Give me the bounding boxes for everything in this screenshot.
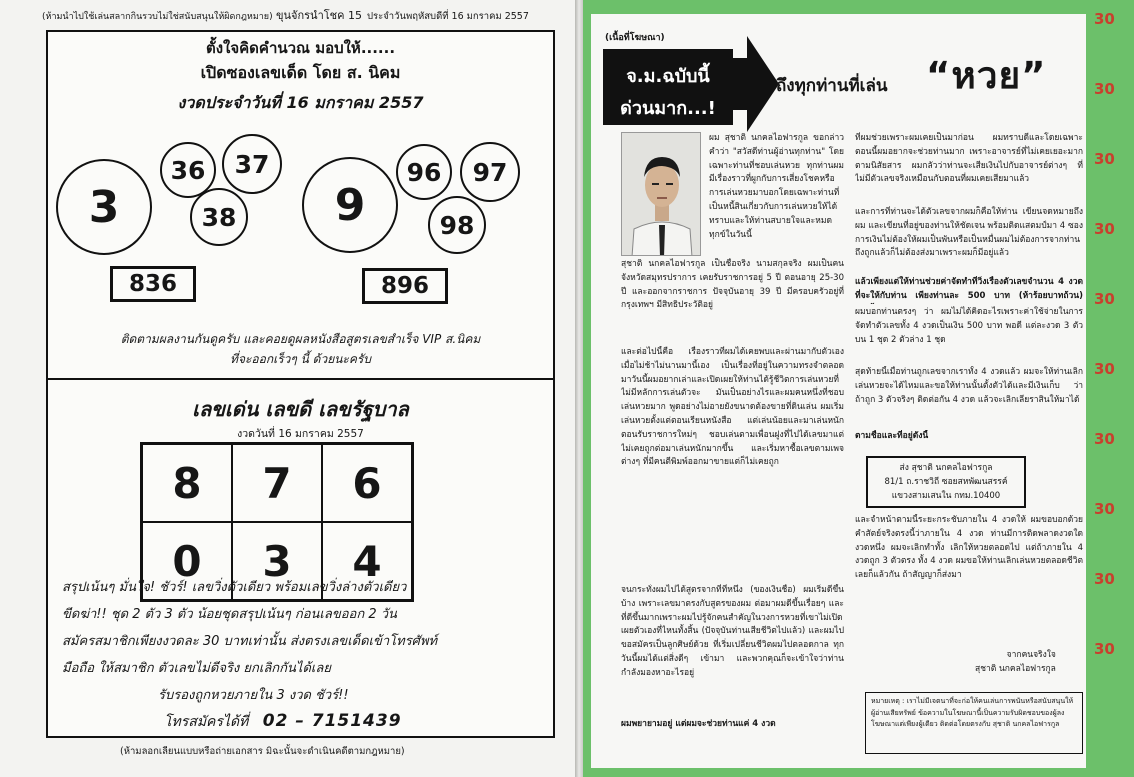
- banner-middle-text: ถึงทุกท่านที่เล่น: [776, 76, 888, 96]
- side-number: 30: [1094, 500, 1115, 518]
- bottom-disclaimer: (ห้ามลอกเลียนแบบหรือถ่ายเอกสาร มิฉะนั้นจะดำเนินคดีตามกฎหมาย): [120, 746, 405, 757]
- col1-paragraph-3: และต่อไปนี้คือ เรื่องราวที่ผมได้เคยพบและผ่านมากับตัวเองเมื่อไม่ช้าไม่นานมานี้เอง เป็นเรื่องที่อยู่ในความทรงจำตลอดมาวันนี้ผมอยากเล่าและเปิดเผยให้ท่านได้รู้ชีวิตการเล่นหวยที่ไม่มีหลักการเล่นตัวจะ มันเป็นอย่างไรและผมคนหนึ่งที่ชอบเล่นหวยมาก พูดอย่างไม่อายยังขนาดต้องขายที่ดินเล่น ผมเริ่มเล่นหวยตั้งแต่ตอนเรียนหนังสือ แต่เล่นน้อยและมาเล่นหนักตอนรับราชการใหม่ๆ ชอบเล่นตามเพื่อนฝูงที่ไปได้เลขมาแต่ไม่เคยถูกต่อมาเล่นหนักมากขึ้น และเริ่มหาซื้อเลขตามเพจต่างๆ ที่มีคนตีพิมพ์ออกมาขายแต่ก็ไม่เคยถูก: [621, 347, 844, 468]
- side-number: 30: [1094, 290, 1115, 308]
- side-number: 30: [1094, 640, 1115, 658]
- section-2-date: งวดวันที่ 16 มกราคม 2557: [237, 428, 364, 440]
- sign-line-1: จากคนจริงใจ: [1006, 650, 1056, 660]
- address-line-3: แขวงสามเสนใน กทม.10400: [891, 491, 1001, 501]
- banner-arrow-icon: [733, 36, 779, 132]
- pair-number: 97: [460, 142, 520, 202]
- magazine-name: ขุนจักรนำโชค 15: [276, 9, 362, 22]
- portrait-icon: [622, 133, 701, 256]
- lottery-frame: [46, 30, 555, 738]
- header-line-2: เปิดซองเลขเด็ด โดย ส. นิคม: [200, 63, 401, 82]
- right-page: [583, 0, 1134, 777]
- number-box-2: 896: [362, 268, 448, 304]
- phone-number: 02 – 7151439: [262, 711, 402, 731]
- col2-paragraph-2: และการที่ท่านจะได้ตัวเลขจากผมก็คือให้ท่าน เขียนจดหมายถึงผม และเขียนที่อยู่ของท่านให้ชัดเจน พร้อมติดแสตมป์มา 4 ซองการเงินไม่ต้องให้ผมเป็นพันหรือเป็นหมื่นผมไม่ต้องการจากท่านถึงถูกแล้วก็ไม่ต้องส่งมาเพราะผมก็มีอยู่แล้ว: [855, 207, 1083, 259]
- side-number: 30: [1094, 220, 1115, 238]
- pair-number: 37: [222, 134, 282, 194]
- issue-date: ประจำวันพฤหัสบดีที่ 16 มกราคม 2557: [367, 11, 529, 22]
- promo-line-4: มือถือ ให้สมาชิก ตัวเลขไม่ดีจริง ยกเลิกกันได้เลย: [62, 661, 331, 676]
- col1-end: ผมพยายามอยู่ แต่ผมจะช่วยท่านแค่ 4 งวด: [621, 719, 776, 729]
- ad-label: (เนื้อที่โฆษณา): [605, 33, 665, 43]
- top-disclaimer: (ห้ามนำไปใช้เล่นสลากกินรวบไม่ใช่สนับสนุนให้ผิดกฎหมาย): [42, 12, 273, 22]
- side-number: 30: [1094, 10, 1115, 28]
- grid-cell: 0: [142, 522, 232, 600]
- side-number: 30: [1094, 150, 1115, 168]
- banner-box-line-1: จ.ม.ฉบับนี้: [626, 66, 710, 87]
- page-gutter: [575, 0, 583, 777]
- banner-box-line-2: ด่วนมาก...!: [620, 98, 716, 119]
- col2-bold: แล้วเพียงแต่ให้ท่านช่วยค่าจัดทำที่วิ่งเรื่องตัวเลขจำนวน 4 งวด ที่จะให้กับท่าน เพียงท่านละ 500 บาท (ห้าร้อยบาทถ้วน): [855, 277, 1083, 301]
- address-line-2: 81/1 ถ.ราชวิถี ซอยสหพัฒนสรรค์: [884, 477, 1008, 487]
- header-line-1: ตั้งใจคิดคำนวณ มอบให้......: [205, 39, 396, 57]
- col1-paragraph-4: จนกระทั่งผมไปได้สูตรจากที่ที่หนึ่ง (ของเงินชื่อ) ผมเริ่มดีขึ้นบ้าง เพราะเลขมาตรงกับสูตรของผม ต่อมาผมดีขึ้นเรื่อยๆ และที่ดีขึ้นมากเพราะผมไปรู้จักคนสำคัญในวงการหวยที่เขาไม่เปิดเผยตัวเองที่ไหนทั้งสิ้น (ปัจจุบันท่านเสียชีวิตไปแล้ว) และผมไปขอสมัครเป็นลูกศิษย์ด้วย ที่เริ่มเปลี่ยนชีวิตผมไปตลอดกาล ทุกวันนี้ผมได้แต่สิ่งดีๆ เข้ามา และพวกคุณก็จะเข้าใจว่าท่านกำลังมองหาอะไรอยู่: [621, 585, 844, 678]
- banner-big-text: “หวย”: [926, 54, 1047, 97]
- header-line-3: งวดประจำวันที่ 16 มกราคม 2557: [177, 93, 424, 112]
- side-number: 30: [1094, 430, 1115, 448]
- grid-cell: 7: [232, 444, 322, 522]
- pair-number: 36: [160, 142, 216, 198]
- side-number-strip: [1088, 10, 1134, 770]
- follow-line-2: ที่จะออกเร็วๆ นี้ ด้วยนะครับ: [230, 352, 371, 366]
- promo-line-3: สมัครสมาชิกเพียงงวดละ 30 บาทเท่านั้น ส่งตรงเลขเด็ดเข้าโทรศัพท์: [62, 634, 438, 649]
- portrait-photo: [621, 132, 701, 256]
- col2-paragraph-3: ผมบอกท่านตรงๆ ว่า ผมไม่ได้คิดอะไรเพราะค่าใช้จ่ายในการจัดทำตัวเลขทั้ง 4 งวดเป็นเงิน 500 บาท พอดี แต่ละงวด 3 ตัว บน 1 ชุด 2 ตัวล่าง 1 ชุด: [855, 307, 1083, 345]
- col1-paragraph-1: ผม สุชาติ นกคลไอฟารกูล ขอกล่าวคำว่า "สวัสดีท่านผู้อ่านทุกท่าน" โดยเฉพาะท่านที่ชอบเล่นหวย ทุกท่านผมมีเรื่องราวที่ผูกกับการเสี่ยงโชคหรือการเล่นหวยมาบอกโดยเฉพาะท่านที่เป็นหนี้สินเกี่ยวกับการเล่นหวยให้ได้ทราบและให้ท่านสบายใจและหมดทุกข์ในวันนี้: [709, 133, 844, 240]
- pair-number: 38: [190, 188, 248, 246]
- signature-block: [975, 648, 1056, 676]
- grid-cell: 3: [232, 522, 322, 600]
- section-divider: [48, 378, 553, 380]
- address-line-1: ส่ง สุชาติ นกคลไอฟารกูล: [899, 463, 993, 473]
- main-number-2: 9: [302, 157, 398, 253]
- sign-line-2: สุชาติ นกคลไอฟารกูล: [975, 664, 1056, 674]
- phone-label: โทรสมัครได้ที่: [164, 714, 249, 730]
- side-number: 30: [1094, 80, 1115, 98]
- col2-paragraph-1: ที่ผมช่วยเพราะผมเคยเป็นมาก่อน ผมทราบดีและโดยเฉพาะตอนนี้ผมอยากจะช่วยท่านมาก เพราะอาจารย์ที่ไม่เคยเยอะมาก ตามนิสัยสาร ผมกลัวว่าท่านจะเสียเงินไปกับอาจารย์ต่างๆ ที่ไม่มีตัวเลขจริงเหมือนกับตอนที่ผมเคยเสียมาแล้ว: [855, 133, 1083, 185]
- col2-contact: ตามชื่อและที่อยู่ดังนี้: [855, 431, 929, 441]
- advertisement-panel: [591, 14, 1086, 768]
- number-box-1: 836: [110, 266, 196, 302]
- banner-black-box: [603, 49, 733, 125]
- main-number-1: 3: [56, 159, 152, 255]
- grid-cell: 6: [322, 444, 412, 522]
- pair-number: 98: [428, 196, 486, 254]
- pair-number: 96: [396, 144, 452, 200]
- grid-cell: 8: [142, 444, 232, 522]
- side-number: 30: [1094, 570, 1115, 588]
- promo-line-5: รับรองถูกหวยภายใน 3 งวด ชัวร์!!: [158, 688, 349, 703]
- footnote-box: หมายเหตุ : เราไม่มีเจตนาที่จะก่อให้คนเล่นการพนันหรือสนับสนุนให้ผู้อ่านเสียทรัพย์ ข้อความในโฆษณานี้เป็นความรับผิดชอบของผู้ลงโฆษณาแต่เพียงผู้เดียว ติดต่อโดยตรงกับ สุชาติ นกคลไอฟารกูล: [865, 692, 1083, 754]
- grid-cell: 4: [322, 522, 412, 600]
- address-box: [866, 456, 1026, 508]
- promo-line-2: ขีดฆ่า!! ชุด 2 ตัว 3 ตัว น้อยชุดสรุปเน้นๆ ก่อนเลขออก 2 วัน: [62, 607, 397, 622]
- col2-paragraph-5: และจำหน้าตามนี้ระยะกระชับภายใน 4 งวดให้ ผมขอบอกด้วยคำสัตย์จริงตรงนี้ว่าภายใน 4 งวด ท่านมีการติดพลาดงวดใดงวดหนึ่ง ผมจะเลิกทำทั้ง เลิกให้หวยตลอดไป แต่ถ้าภายใน 4 งวดถูก 3 ตัวตรง ทั้ง 4 งวด ผมขอให้ท่านเลิกเล่นหวยตลอดชีวิตเลยก็แล้วกัน ถ้าสัญญาก็ส่งมา: [855, 515, 1083, 581]
- follow-line-1: ติดตามผลงานกันดูครับ และคอยดูผลหนังสือสูตรเลขสำเร็จ VIP ส.นิคม: [120, 332, 481, 346]
- promo-line-1: สรุปเน้นๆ มั่นใจ! ชัวร์! เลขวิ่งตัวเดียว พร้อมเลขวิ่งล่างตัวเดียว: [62, 580, 407, 595]
- phone-row: [164, 711, 402, 733]
- col1-paragraph-2: สุชาติ นกคลไอฟารกูล เป็นชื่อจริง นามสกุลจริง ผมเป็นคนจังหวัดสมุทรปราการ เคยรับราชการอยู่ 5 ปี ตอนอายุ 25-30 ปี และออกจากราชการ ปัจจุบันอายุ 39 ปี มีครอบครัวอยู่ที่กรุงเทพฯ มีสิทธิประวัติอยู่: [621, 259, 844, 311]
- section-2-title: เลขเด่น เลขดี เลขรัฐบาล: [192, 397, 409, 421]
- col2-paragraph-4: สุดท้ายนี้เมื่อท่านถูกเลขจากเราทั้ง 4 งวดแล้ว ผมจะให้ท่านเลิกเล่นหวยจะได้ไหมและขอให้ท่านนั้นตั้งตัวได้และมีเงินเก็บ ว่า ถ้าถูก 3 ตัวจริงๆ ติดต่อกัน 4 งวด แล้วจะเลิกเลียราสินให้มาได้: [855, 367, 1083, 405]
- side-number: 30: [1094, 360, 1115, 378]
